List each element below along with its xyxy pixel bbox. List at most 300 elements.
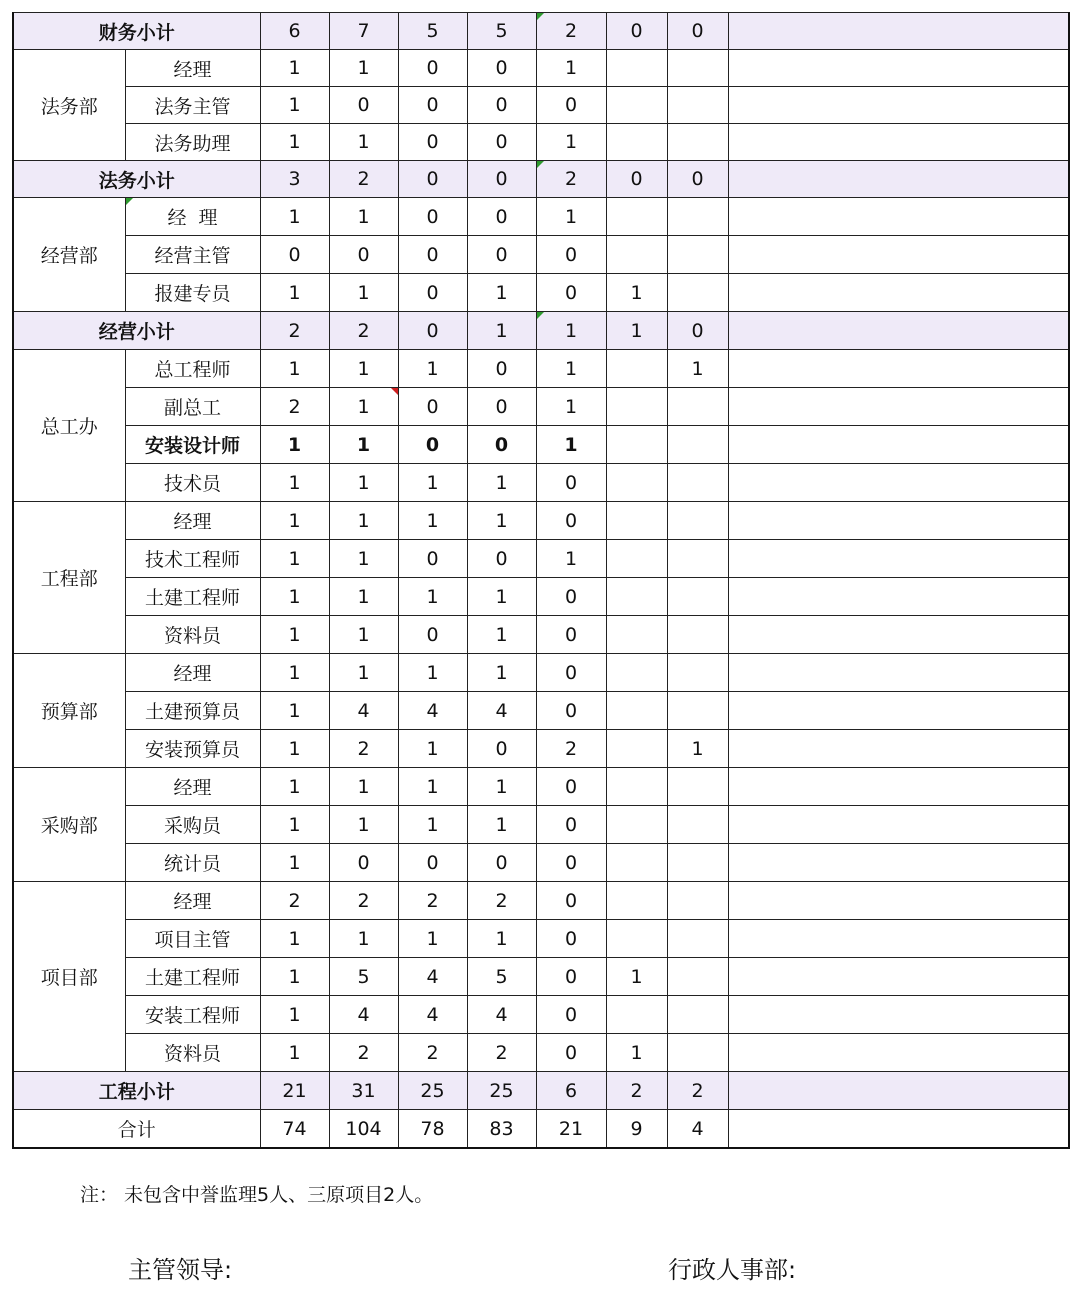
cell: 0 bbox=[536, 578, 606, 616]
cell bbox=[606, 388, 667, 426]
cell bbox=[728, 13, 1069, 50]
cell: 2 bbox=[260, 312, 329, 350]
cell: 0 bbox=[536, 502, 606, 540]
cell: 1 bbox=[467, 616, 536, 654]
cell bbox=[667, 692, 728, 730]
cell: 1 bbox=[260, 996, 329, 1034]
cell: 0 bbox=[467, 426, 536, 464]
cell: 0 bbox=[398, 198, 467, 236]
cell bbox=[606, 654, 667, 692]
cell: 0 bbox=[467, 161, 536, 198]
cell: 1 bbox=[260, 844, 329, 882]
cell bbox=[606, 730, 667, 768]
cell bbox=[667, 654, 728, 692]
cell bbox=[606, 50, 667, 87]
cell bbox=[728, 1034, 1069, 1072]
cell: 0 bbox=[536, 806, 606, 844]
cell bbox=[728, 882, 1069, 920]
cell: 1 bbox=[467, 274, 536, 312]
cell: 0 bbox=[467, 124, 536, 161]
cell: 0 bbox=[467, 730, 536, 768]
cell: 0 bbox=[606, 161, 667, 198]
cell bbox=[728, 198, 1069, 236]
cell: 0 bbox=[467, 198, 536, 236]
cell: 1 bbox=[260, 426, 329, 464]
cell: 2 bbox=[606, 1072, 667, 1110]
cell: 1 bbox=[329, 768, 398, 806]
cell: 1 bbox=[467, 578, 536, 616]
table-row bbox=[13, 654, 1069, 692]
cell: 1 bbox=[398, 578, 467, 616]
cell: 1 bbox=[467, 464, 536, 502]
cell: 0 bbox=[536, 768, 606, 806]
cell: 2 bbox=[467, 1034, 536, 1072]
cell bbox=[728, 502, 1069, 540]
cell: 1 bbox=[467, 312, 536, 350]
role-label: 安装设计师 bbox=[125, 426, 260, 464]
cell: 74 bbox=[260, 1110, 329, 1149]
cell: 0 bbox=[398, 426, 467, 464]
cell: 1 bbox=[398, 768, 467, 806]
cell: 5 bbox=[467, 13, 536, 50]
cell: 0 bbox=[467, 844, 536, 882]
dept-label: 法务部 bbox=[13, 50, 125, 161]
cell: 1 bbox=[260, 198, 329, 236]
cell: 0 bbox=[398, 87, 467, 124]
role-label: 资料员 bbox=[125, 1034, 260, 1072]
table-row bbox=[13, 920, 1069, 958]
cell bbox=[728, 274, 1069, 312]
subtotal-label: 经营小计 bbox=[13, 312, 260, 350]
cell: 0 bbox=[536, 274, 606, 312]
cell: 1 bbox=[467, 806, 536, 844]
subtotal-label: 工程小计 bbox=[13, 1072, 260, 1110]
cell: 1 bbox=[260, 920, 329, 958]
cell: 1 bbox=[260, 1034, 329, 1072]
cell bbox=[667, 958, 728, 996]
cell bbox=[728, 920, 1069, 958]
role-label: 技术工程师 bbox=[125, 540, 260, 578]
cell: 2 bbox=[667, 1072, 728, 1110]
cell bbox=[667, 616, 728, 654]
cell: 7 bbox=[329, 13, 398, 50]
cell: 1 bbox=[260, 350, 329, 388]
cell: 4 bbox=[467, 996, 536, 1034]
cell: 1 bbox=[260, 50, 329, 87]
table-row bbox=[13, 426, 1069, 464]
subtotal-row bbox=[13, 13, 1069, 50]
cell bbox=[728, 844, 1069, 882]
cell: 4 bbox=[398, 692, 467, 730]
cell: 4 bbox=[329, 996, 398, 1034]
cell bbox=[728, 806, 1069, 844]
cell: 0 bbox=[606, 13, 667, 50]
cell: 25 bbox=[467, 1072, 536, 1110]
cell: 1 bbox=[260, 87, 329, 124]
cell: 2 bbox=[329, 730, 398, 768]
cell bbox=[667, 540, 728, 578]
dept-label: 工程部 bbox=[13, 502, 125, 654]
cell bbox=[606, 768, 667, 806]
subtotal-row bbox=[13, 312, 1069, 350]
subtotal-row bbox=[13, 1072, 1069, 1110]
cell bbox=[606, 578, 667, 616]
cell bbox=[728, 161, 1069, 198]
table-row bbox=[13, 958, 1069, 996]
cell bbox=[606, 616, 667, 654]
cell: 1 bbox=[329, 350, 398, 388]
cell: 1 bbox=[329, 920, 398, 958]
cell: 2 bbox=[536, 13, 606, 50]
cell: 1 bbox=[260, 616, 329, 654]
role-label: 经理 bbox=[125, 768, 260, 806]
cell: 1 bbox=[329, 616, 398, 654]
cell bbox=[667, 844, 728, 882]
role-label: 土建工程师 bbox=[125, 578, 260, 616]
cell bbox=[667, 426, 728, 464]
cell: 0 bbox=[398, 274, 467, 312]
cell bbox=[728, 124, 1069, 161]
cell: 104 bbox=[329, 1110, 398, 1149]
cell: 0 bbox=[398, 540, 467, 578]
cell: 1 bbox=[536, 540, 606, 578]
cell bbox=[667, 87, 728, 124]
cell: 2 bbox=[329, 161, 398, 198]
cell: 1 bbox=[260, 806, 329, 844]
staffing-table bbox=[12, 12, 1070, 1149]
cell bbox=[606, 920, 667, 958]
cell: 1 bbox=[606, 958, 667, 996]
table-row bbox=[13, 540, 1069, 578]
role-label: 采购员 bbox=[125, 806, 260, 844]
cell bbox=[728, 1072, 1069, 1110]
dept-label: 经营部 bbox=[13, 198, 125, 312]
cell: 1 bbox=[260, 502, 329, 540]
cell: 3 bbox=[260, 161, 329, 198]
cell: 1 bbox=[260, 730, 329, 768]
subtotal-label: 财务小计 bbox=[13, 13, 260, 50]
cell: 0 bbox=[329, 87, 398, 124]
cell: 0 bbox=[667, 312, 728, 350]
cell: 31 bbox=[329, 1072, 398, 1110]
cell: 1 bbox=[329, 50, 398, 87]
table-row bbox=[13, 87, 1069, 124]
cell: 0 bbox=[398, 236, 467, 274]
cell: 1 bbox=[398, 502, 467, 540]
cell bbox=[667, 50, 728, 87]
cell: 1 bbox=[398, 920, 467, 958]
role-label: 经 理 bbox=[125, 198, 260, 236]
cell: 1 bbox=[467, 654, 536, 692]
cell bbox=[667, 1034, 728, 1072]
cell: 1 bbox=[398, 350, 467, 388]
cell bbox=[606, 350, 667, 388]
cell: 2 bbox=[536, 730, 606, 768]
total-label: 合计 bbox=[13, 1110, 260, 1149]
role-label: 经理 bbox=[125, 882, 260, 920]
cell bbox=[728, 1110, 1069, 1149]
table-row bbox=[13, 388, 1069, 426]
cell: 2 bbox=[329, 1034, 398, 1072]
cell: 0 bbox=[398, 616, 467, 654]
cell bbox=[667, 236, 728, 274]
cell bbox=[606, 692, 667, 730]
table-row bbox=[13, 768, 1069, 806]
cell: 6 bbox=[260, 13, 329, 50]
footnote: 注： 未包含中誉监理5人、三原项目2人。 bbox=[80, 1184, 434, 1206]
role-label: 法务主管 bbox=[125, 87, 260, 124]
cell bbox=[667, 124, 728, 161]
cell: 0 bbox=[536, 87, 606, 124]
cell: 1 bbox=[329, 464, 398, 502]
role-label: 总工程师 bbox=[125, 350, 260, 388]
cell: 0 bbox=[398, 161, 467, 198]
table-row bbox=[13, 50, 1069, 87]
dept-label: 总工办 bbox=[13, 350, 125, 502]
cell: 1 bbox=[260, 692, 329, 730]
cell bbox=[606, 882, 667, 920]
cell: 1 bbox=[260, 958, 329, 996]
cell bbox=[728, 540, 1069, 578]
cell bbox=[606, 844, 667, 882]
cell: 2 bbox=[398, 1034, 467, 1072]
cell: 0 bbox=[398, 124, 467, 161]
cell: 1 bbox=[606, 274, 667, 312]
cell: 0 bbox=[536, 1034, 606, 1072]
cell: 1 bbox=[329, 502, 398, 540]
cell: 1 bbox=[606, 1034, 667, 1072]
cell: 5 bbox=[467, 958, 536, 996]
cell: 1 bbox=[260, 654, 329, 692]
cell bbox=[667, 464, 728, 502]
cell: 1 bbox=[260, 540, 329, 578]
dept-label: 项目部 bbox=[13, 882, 125, 1072]
cell: 1 bbox=[329, 654, 398, 692]
subtotal-label: 法务小计 bbox=[13, 161, 260, 198]
cell: 0 bbox=[536, 844, 606, 882]
cell: 1 bbox=[398, 806, 467, 844]
cell: 1 bbox=[667, 350, 728, 388]
cell: 4 bbox=[467, 692, 536, 730]
cell bbox=[667, 274, 728, 312]
cell: 21 bbox=[260, 1072, 329, 1110]
cell: 2 bbox=[329, 312, 398, 350]
cell bbox=[667, 768, 728, 806]
cell bbox=[728, 236, 1069, 274]
cell bbox=[606, 124, 667, 161]
role-label: 经营主管 bbox=[125, 236, 260, 274]
cell: 1 bbox=[467, 768, 536, 806]
cell bbox=[728, 312, 1069, 350]
cell: 0 bbox=[467, 50, 536, 87]
cell: 4 bbox=[398, 996, 467, 1034]
cell: 1 bbox=[467, 502, 536, 540]
cell bbox=[606, 236, 667, 274]
cell bbox=[667, 882, 728, 920]
cell bbox=[728, 87, 1069, 124]
cell: 1 bbox=[536, 350, 606, 388]
role-label: 统计员 bbox=[125, 844, 260, 882]
table-row bbox=[13, 274, 1069, 312]
cell: 1 bbox=[260, 124, 329, 161]
cell bbox=[728, 958, 1069, 996]
cell: 1 bbox=[536, 312, 606, 350]
table-row bbox=[13, 806, 1069, 844]
cell: 21 bbox=[536, 1110, 606, 1149]
cell: 0 bbox=[260, 236, 329, 274]
cell: 1 bbox=[329, 388, 398, 426]
cell: 0 bbox=[536, 464, 606, 502]
table-row bbox=[13, 502, 1069, 540]
table-row bbox=[13, 578, 1069, 616]
cell bbox=[728, 426, 1069, 464]
role-label: 法务助理 bbox=[125, 124, 260, 161]
role-label: 资料员 bbox=[125, 616, 260, 654]
cell bbox=[667, 920, 728, 958]
cell: 78 bbox=[398, 1110, 467, 1149]
cell bbox=[728, 578, 1069, 616]
cell: 0 bbox=[467, 236, 536, 274]
table-row bbox=[13, 882, 1069, 920]
cell: 2 bbox=[536, 161, 606, 198]
cell bbox=[667, 996, 728, 1034]
cell bbox=[606, 502, 667, 540]
cell bbox=[728, 730, 1069, 768]
role-label: 报建专员 bbox=[125, 274, 260, 312]
cell: 1 bbox=[398, 464, 467, 502]
cell: 6 bbox=[536, 1072, 606, 1110]
cell: 0 bbox=[398, 312, 467, 350]
cell: 2 bbox=[260, 388, 329, 426]
role-label: 技术员 bbox=[125, 464, 260, 502]
cell: 1 bbox=[329, 426, 398, 464]
cell: 0 bbox=[536, 996, 606, 1034]
cell bbox=[606, 464, 667, 502]
cell: 1 bbox=[536, 50, 606, 87]
cell bbox=[728, 616, 1069, 654]
cell bbox=[728, 996, 1069, 1034]
hr-signature-label: 行政人事部: bbox=[668, 1256, 797, 1284]
cell: 0 bbox=[329, 236, 398, 274]
cell bbox=[728, 692, 1069, 730]
cell: 2 bbox=[467, 882, 536, 920]
cell bbox=[728, 464, 1069, 502]
cell: 0 bbox=[667, 13, 728, 50]
cell: 83 bbox=[467, 1110, 536, 1149]
cell bbox=[606, 426, 667, 464]
table-row bbox=[13, 616, 1069, 654]
cell: 0 bbox=[398, 388, 467, 426]
cell: 1 bbox=[667, 730, 728, 768]
cell: 1 bbox=[536, 388, 606, 426]
dept-label: 预算部 bbox=[13, 654, 125, 768]
cell: 0 bbox=[536, 958, 606, 996]
cell: 5 bbox=[329, 958, 398, 996]
cell bbox=[667, 806, 728, 844]
cell: 1 bbox=[329, 578, 398, 616]
table-row bbox=[13, 692, 1069, 730]
cell bbox=[667, 502, 728, 540]
dept-label: 采购部 bbox=[13, 768, 125, 882]
cell: 1 bbox=[467, 920, 536, 958]
subtotal-row bbox=[13, 161, 1069, 198]
cell: 0 bbox=[329, 844, 398, 882]
role-label: 经理 bbox=[125, 50, 260, 87]
cell: 0 bbox=[667, 161, 728, 198]
cell: 1 bbox=[398, 730, 467, 768]
cell bbox=[606, 540, 667, 578]
cell bbox=[728, 50, 1069, 87]
cell bbox=[606, 87, 667, 124]
cell: 1 bbox=[536, 198, 606, 236]
cell bbox=[606, 198, 667, 236]
cell: 2 bbox=[260, 882, 329, 920]
cell: 0 bbox=[536, 692, 606, 730]
cell bbox=[606, 806, 667, 844]
cell: 0 bbox=[536, 882, 606, 920]
cell: 1 bbox=[536, 426, 606, 464]
cell bbox=[728, 654, 1069, 692]
cell: 1 bbox=[329, 540, 398, 578]
role-label: 项目主管 bbox=[125, 920, 260, 958]
supervisor-signature-label: 主管领导: bbox=[128, 1256, 233, 1284]
cell: 0 bbox=[398, 50, 467, 87]
cell: 1 bbox=[260, 274, 329, 312]
table-row bbox=[13, 124, 1069, 161]
cell: 0 bbox=[536, 920, 606, 958]
table-row bbox=[13, 730, 1069, 768]
cell: 5 bbox=[398, 13, 467, 50]
table-row bbox=[13, 464, 1069, 502]
cell bbox=[667, 388, 728, 426]
cell: 0 bbox=[398, 844, 467, 882]
role-label: 土建工程师 bbox=[125, 958, 260, 996]
cell: 25 bbox=[398, 1072, 467, 1110]
cell bbox=[728, 388, 1069, 426]
cell: 1 bbox=[260, 768, 329, 806]
cell: 0 bbox=[536, 616, 606, 654]
cell: 4 bbox=[398, 958, 467, 996]
cell: 1 bbox=[329, 124, 398, 161]
cell bbox=[667, 578, 728, 616]
cell: 0 bbox=[536, 654, 606, 692]
table-row bbox=[13, 996, 1069, 1034]
cell: 2 bbox=[398, 882, 467, 920]
role-label: 经理 bbox=[125, 502, 260, 540]
cell bbox=[728, 350, 1069, 388]
cell: 0 bbox=[467, 87, 536, 124]
role-label: 安装预算员 bbox=[125, 730, 260, 768]
role-label: 土建预算员 bbox=[125, 692, 260, 730]
cell: 0 bbox=[467, 388, 536, 426]
cell: 1 bbox=[329, 806, 398, 844]
cell: 0 bbox=[467, 540, 536, 578]
total-row bbox=[13, 1110, 1069, 1149]
cell: 1 bbox=[260, 464, 329, 502]
cell bbox=[728, 768, 1069, 806]
table-row bbox=[13, 350, 1069, 388]
role-label: 副总工 bbox=[125, 388, 260, 426]
cell: 1 bbox=[536, 124, 606, 161]
cell: 9 bbox=[606, 1110, 667, 1149]
cell: 4 bbox=[667, 1110, 728, 1149]
table-row bbox=[13, 844, 1069, 882]
role-label: 经理 bbox=[125, 654, 260, 692]
table-row bbox=[13, 1034, 1069, 1072]
cell: 1 bbox=[606, 312, 667, 350]
cell bbox=[667, 198, 728, 236]
cell: 4 bbox=[329, 692, 398, 730]
